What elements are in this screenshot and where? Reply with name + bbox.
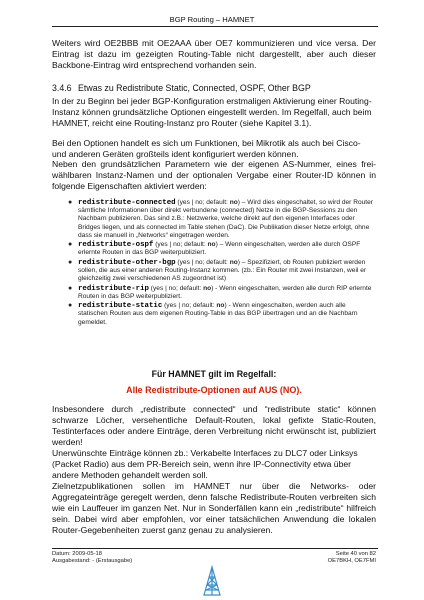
section-heading	[52, 83, 376, 94]
option-text: ) - Wenn eingeschalten, werden auch alle statischen Routen aus dem eigenen Routing-Table in das BGP übertragen und an die Nachbarn gemeldet.	[78, 302, 358, 326]
option-meta: (yes | no; default:	[153, 241, 208, 249]
bullet-icon: ●	[68, 284, 73, 292]
option-item	[68, 285, 376, 301]
option-meta: (yes | no; default:	[175, 258, 230, 266]
option-meta: (yes | no; default:	[162, 302, 217, 310]
footer-date: Datum: 2009-05-18	[52, 551, 102, 557]
option-keyword: redistribute-static	[78, 302, 163, 311]
option-text: ) - Wenn eingeschalten, werden alle durch RIP erlernte Routen in das BGP weiterpubliziert.	[78, 284, 372, 300]
option-meta: (yes | no; default:	[175, 199, 230, 206]
footer-page: Seite 40 von 82	[335, 551, 376, 557]
bullet-icon: ●	[68, 302, 73, 310]
bullet-icon: ●	[68, 241, 73, 249]
page-header: BGP Routing – HAMNET	[169, 15, 255, 24]
paragraph-1: In der zu Beginn bei jeder BGP-Konfiguration erstmaligen Aktivierung einer Routing-Instanz können grundsätzliche Optionen eingestellt werden. Im Regelfall, auch beim HAMNET, reicht eine Routing-Instanz pro Router (siehe Kapitel 3.1).	[52, 96, 372, 128]
options-list	[68, 199, 376, 328]
paragraph-3: Insbesondere durch „redistribute connected“ und “redistribute static“ können schwarze Löcher, versehentliche Default-Routen, lokal gefixte Static-Routen, Testinterfaces oder andere Einträge, deren Verbreitung nicht erwünscht ist, publiziert werden!	[52, 404, 376, 447]
option-default: no	[216, 302, 225, 310]
option-item	[68, 259, 376, 284]
option-keyword: redistribute-ospf	[78, 241, 154, 250]
footer-rule	[52, 548, 378, 549]
footer-edition: Ausgabestand: - (Erstausgabe)	[52, 558, 133, 564]
paragraph-2a: Bei den Optionen handelt es sich um Funktionen, bei Mikrotik als auch bei Cisco- und anderen Geräten großteils ident konfiguriert werden können.	[52, 138, 361, 159]
option-default: no	[203, 284, 212, 292]
antenna-tower-logo-icon	[201, 565, 223, 597]
section-title: Etwas zu Redistribute Static, Connected, OSPF, Other BGP	[78, 83, 311, 93]
section-number: 3.4.6	[52, 83, 72, 93]
header-rule	[52, 26, 378, 27]
bullet-icon: ●	[68, 199, 73, 206]
footer-right	[300, 551, 376, 565]
option-keyword: redistribute-other-bgp	[78, 258, 176, 267]
option-item	[68, 199, 376, 240]
option-default: no	[229, 258, 238, 266]
rule-highlight: Alle Redistribute-Optionen auf AUS (NO).	[126, 385, 302, 395]
bullet-icon: ●	[68, 258, 73, 266]
paragraph-2b: Neben den grundsätzlichen Parametern wie der eigenen AS-Nummer, eines frei-wählbaren Instanz-Namen und der optionalen Vergabe einer Router-ID können in folgende Eigenschaften aktiviert werden:	[52, 159, 376, 191]
intro-paragraph: Weiters wird OE2BBB mit OE2AAA über OE7 kommunizieren und vice versa. Der Eintrag ist dazu im gezeigten Routing-Table nicht dargestellt, aber auch dieser Backbone-Eintrag wird entsprechend vorhanden sein.	[52, 38, 376, 70]
option-item	[68, 241, 376, 257]
option-default: no	[207, 241, 216, 249]
rule-title: Für HAMNET gilt im Regelfall:	[151, 369, 277, 379]
option-meta: (yes | no; default:	[148, 284, 204, 292]
option-keyword: redistribute-connected	[78, 199, 176, 207]
footer-left	[52, 551, 132, 565]
option-text: ) – Spezifiziert, ob Routen publiziert werden sollen, die aus einer anderen Routing-Instanz kommen. (zb.: Ein Router mit zwei Instanzen, weil er gleichzeitig zwei verschiedenen AS zugeordnet ist)	[78, 258, 367, 283]
paragraph-4: Unerwünschte Einträge können zb.: Verkabelte Interfaces zu DLC7 oder Linksys (Packet Radio) aus dem PR-Bereich sein, wenn ihre IP-Connectivity etwa über andere Methoden gehandelt werden soll.	[52, 448, 358, 480]
option-keyword: redistribute-rip	[78, 284, 149, 293]
footer-authors: OE7BKH, OE7FMI	[327, 558, 376, 564]
paragraph-5: Zielnetzpublikationen sollen im HAMNET nur über die Networks- oder Aggregateinträge geregelt werden, denn falsche Redistribute-Routen verbreiten sich wie ein Lauffeuer im ganzen Net. Nur in Sonderfällen kann ein „redistribute“ hilfreich sein. Dabei wird aber empfohlen, vor einer tatsächlichen Anwendung die lokalen Router-Gegebenheiten zuerst ganz genau zu analysieren.	[52, 481, 376, 535]
option-text: ) – Wird dies eingeschaltet, so wird der Router sämtliche Informationen über direkt verbundene (connected) Netze in die BGP-Sessions zu den Nachbarn publizieren. Das sind z.B.: Netzwerke, welche direkt auf den eigenen Interfaces oder Bridges liegen, und als connected im Table stehen (DaC). Die Publikation dieser Netze erfolgt, ohne dass sie manuell in „Networks“ eingetragen werden.	[78, 199, 373, 239]
option-text: ) – Wenn eingeschalten, werden alle durch OSPF erlernte Routen in das BGP weiterpubliziert.	[78, 241, 361, 257]
option-item	[68, 302, 376, 327]
option-default: no	[229, 199, 238, 206]
